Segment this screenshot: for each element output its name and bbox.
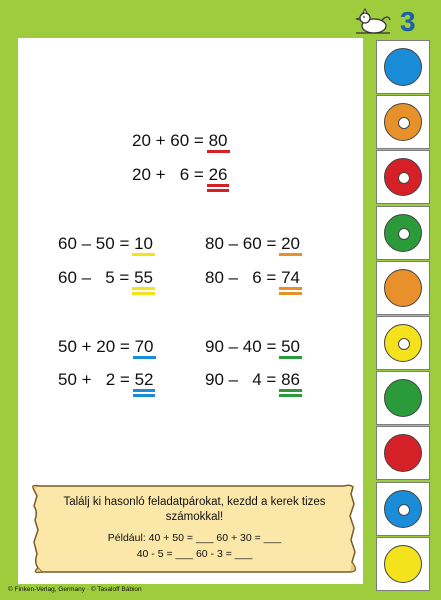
answer-underline xyxy=(207,189,230,192)
color-slot xyxy=(376,95,430,149)
dot-hole xyxy=(398,338,410,350)
ring-dot xyxy=(384,103,422,141)
answer-box[interactable]: 20 xyxy=(281,234,300,254)
page-number: 3 xyxy=(400,6,416,37)
answer-box[interactable]: 10 xyxy=(134,234,153,254)
answer-underline xyxy=(133,356,156,359)
equation: 80 – 6 = 74 xyxy=(205,268,300,288)
dot-hole xyxy=(398,117,410,129)
answer-underline xyxy=(279,292,302,295)
equation: 90 – 4 = 86 xyxy=(205,370,300,390)
scroll-line: Találj ki hasonló feladatpárokat, kezdd a kerek tizes xyxy=(63,496,326,508)
answer-underline xyxy=(279,394,302,397)
equation: 20 + 6 = 26 xyxy=(132,165,227,185)
scroll-example: 40 - 5 = ___ 60 - 3 = ___ xyxy=(136,548,253,560)
answer-box[interactable]: 80 xyxy=(209,131,228,151)
answer-box[interactable]: 74 xyxy=(281,268,300,288)
color-slot xyxy=(376,316,430,370)
equation: 50 + 2 = 52 xyxy=(58,370,153,390)
dot-hole xyxy=(398,172,410,184)
solid-dot xyxy=(384,434,422,472)
color-slot xyxy=(376,40,430,94)
ring-dot xyxy=(384,214,422,252)
equation: 50 + 20 = 70 xyxy=(58,337,154,357)
scroll-line: számokkal! xyxy=(165,511,224,523)
answer-underline xyxy=(279,253,302,256)
color-slot xyxy=(376,537,430,591)
color-slot xyxy=(376,426,430,480)
answer-box[interactable]: 26 xyxy=(209,165,228,185)
color-slot xyxy=(376,482,430,536)
answer-underline xyxy=(133,389,156,392)
dot-hole xyxy=(398,228,410,240)
answer-underline xyxy=(132,292,155,295)
answer-box[interactable]: 55 xyxy=(134,268,153,288)
solid-dot xyxy=(384,379,422,417)
color-code-rail xyxy=(370,40,435,592)
answer-underline xyxy=(207,184,230,187)
answer-underline xyxy=(279,356,302,359)
answer-box[interactable]: 70 xyxy=(135,337,154,357)
color-slot xyxy=(376,261,430,315)
ring-dot xyxy=(384,490,422,528)
copyright-footer: © Finken-Verlag, Germany · © Tasaloff Bábion xyxy=(8,586,142,593)
scroll-example: Például: 40 + 50 = ___ 60 + 30 = ___ xyxy=(107,532,282,544)
equation: 60 – 5 = 55 xyxy=(58,268,153,288)
answer-underline xyxy=(279,287,302,290)
answer-box[interactable]: 50 xyxy=(281,337,300,357)
dot-hole xyxy=(398,504,410,516)
answer-underline xyxy=(207,150,230,153)
answer-underline xyxy=(279,389,302,392)
equation: 80 – 60 = 20 xyxy=(205,234,300,254)
equation: 90 – 40 = 50 xyxy=(205,337,300,357)
equation: 20 + 60 = 80 xyxy=(132,131,228,151)
color-slot xyxy=(376,150,430,204)
ring-dot xyxy=(384,158,422,196)
color-slot xyxy=(376,371,430,425)
answer-box[interactable]: 52 xyxy=(135,370,154,390)
solid-dot xyxy=(384,545,422,583)
hen-icon xyxy=(352,6,392,36)
answer-box[interactable]: 86 xyxy=(281,370,300,390)
solid-dot xyxy=(384,48,422,86)
instruction-scroll xyxy=(32,482,357,576)
solid-dot xyxy=(384,269,422,307)
equation: 60 – 50 = 10 xyxy=(58,234,153,254)
color-slot xyxy=(376,206,430,260)
answer-underline xyxy=(132,287,155,290)
answer-underline xyxy=(133,394,156,397)
ring-dot xyxy=(384,324,422,362)
answer-underline xyxy=(132,253,155,256)
